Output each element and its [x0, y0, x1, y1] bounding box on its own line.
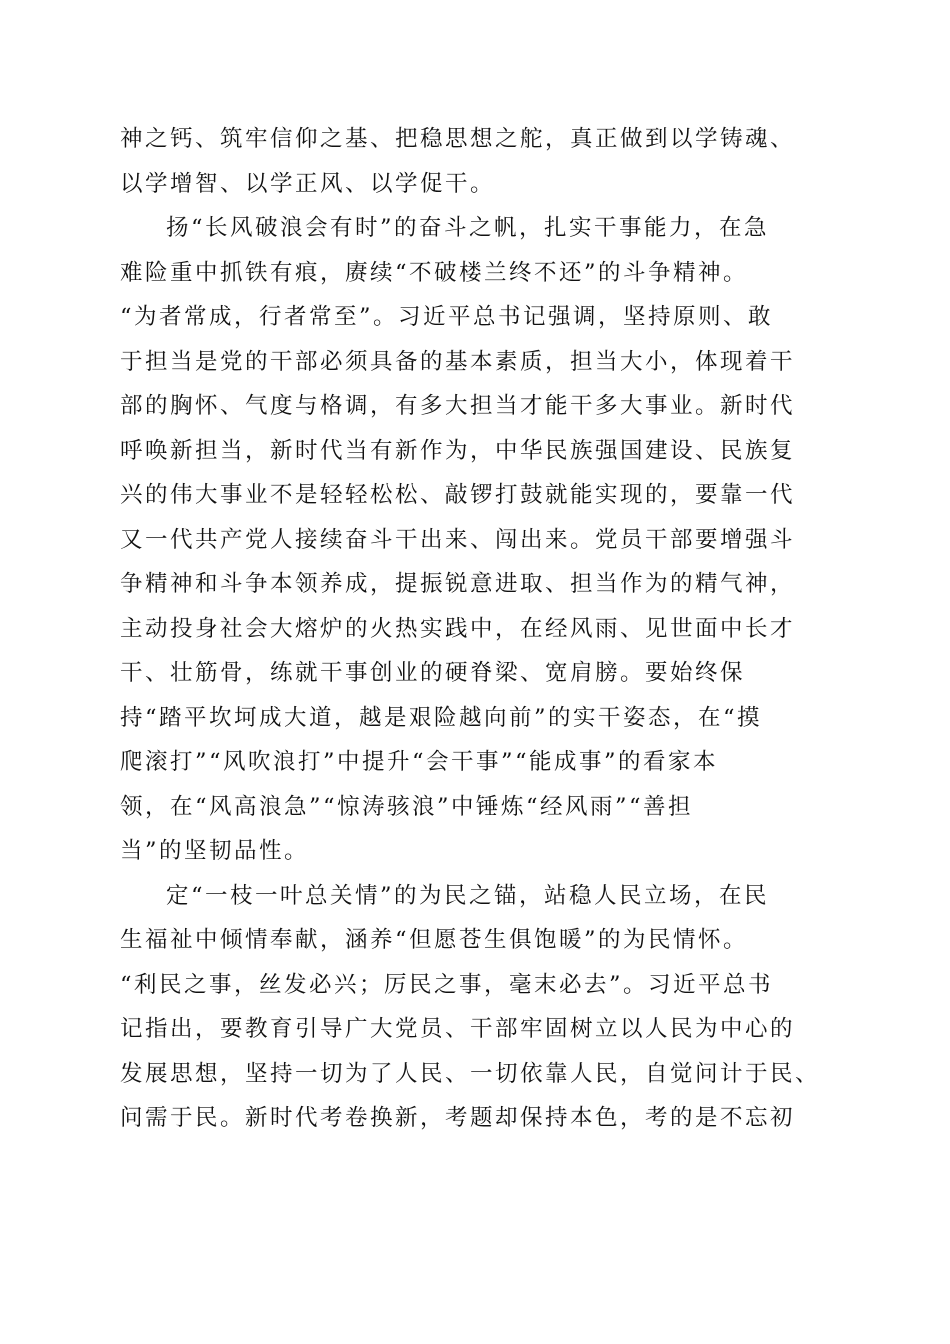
text-line: 问需于民。新时代考卷换新，考题却保持本色，考的是不忘初 — [120, 1105, 796, 1131]
text-line: 又一代共产党人接续奋斗干出来、闯出来。党员干部要增强斗 — [120, 526, 796, 553]
text-line: 领，在“风高浪急”“惊涛骇浪”中锤炼“经风雨”“善担 — [120, 793, 694, 820]
text-line: “为者常成，行者常至”。习近平总书记强调，坚持原则、敢 — [120, 304, 774, 330]
text-line: 主动投身社会大熔炉的火热实践中，在经风雨、见世面中长才 — [120, 615, 796, 642]
text-line: “利民之事，丝发必兴；厉民之事，毫末必去”。习近平总书 — [120, 971, 774, 998]
text-line: 于担当是党的干部必须具备的基本素质，担当大小，体现着干 — [120, 348, 796, 375]
text-line: 发展思想，坚持一切为了人民、一切依靠人民，自觉问计于民、 — [120, 1060, 821, 1087]
text-line: 当”的坚韧品性。 — [120, 838, 310, 864]
text-line: 持“踏平坎坷成大道，越是艰险越向前”的实干姿态，在“摸 — [120, 704, 763, 731]
text-line: 难险重中抓铁有痕，赓续“不破楼兰终不还”的斗争精神。 — [120, 259, 749, 286]
text-line: 呼唤新担当，新时代当有新作为，中华民族强国建设、民族复 — [120, 437, 796, 464]
paragraph-first-line: 定“一枝一叶总关情”的为民之锚，站稳人民立场，在民 — [166, 882, 770, 909]
document-body — [120, 117, 830, 1141]
text-line: 爬滚打”“风吹浪打”中提升“会干事”“能成事”的看家本 — [120, 749, 719, 775]
text-line: 部的胸怀、气度与格调，有多大担当才能干多大事业。新时代 — [120, 393, 796, 419]
text-line: 以学增智、以学正风、以学促干。 — [120, 170, 496, 197]
text-line: 争精神和斗争本领养成，提振锐意进取、担当作为的精气神， — [120, 571, 796, 597]
paragraph-first-line: 扬“长风破浪会有时”的奋斗之帆，扎实干事能力，在急 — [166, 215, 770, 241]
text-line: 记指出，要教育引导广大党员、干部牢固树立以人民为中心的 — [120, 1016, 796, 1042]
text-line: 生福祉中倾情奉献，涵养“但愿苍生俱饱暖”的为民情怀。 — [120, 927, 749, 953]
text-line: 神之钙、筑牢信仰之基、把稳思想之舵，真正做到以学铸魂、 — [120, 126, 796, 152]
text-line: 干、壮筋骨，练就干事创业的硬脊梁、宽肩膀。要始终保 — [120, 660, 746, 686]
text-line: 兴的伟大事业不是轻轻松松、敲锣打鼓就能实现的，要靠一代 — [120, 482, 796, 508]
